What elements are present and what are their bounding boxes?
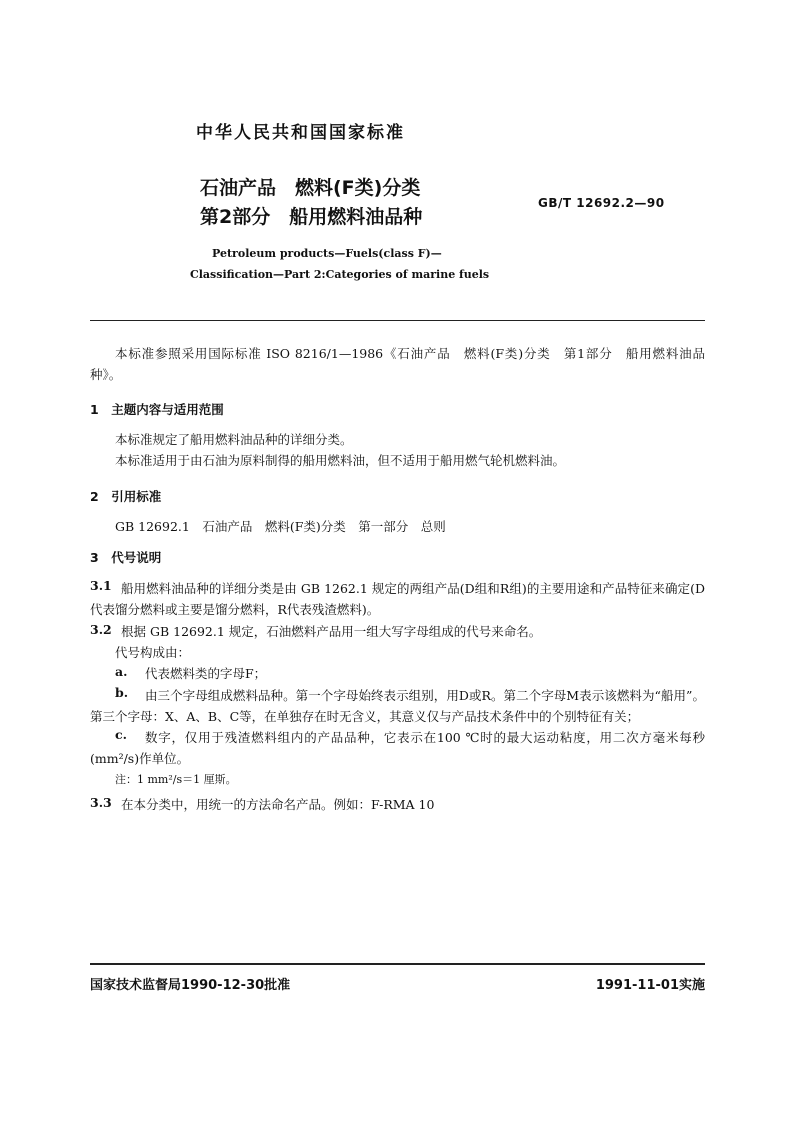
section3-heading: 3 代号说明: [90, 550, 162, 565]
english-title-line1: Petroleum products—Fuels(class F)—: [212, 247, 442, 260]
section2-heading: 2 引用标准: [90, 489, 162, 504]
clause-3-1-number: 3.1: [90, 578, 112, 593]
section1-paragraph2: 本标准适用于由石油为原料制得的船用燃料油，但不适用于船用燃气轮机燃料油。: [115, 453, 566, 468]
header-divider: [90, 320, 705, 321]
footer-divider: [90, 963, 705, 965]
clause-3-3-text: 在本分类中，用统一的方法命名产品。例如：F-RMA 10: [121, 797, 435, 812]
code-composition-intro: 代号构成由：: [115, 645, 191, 660]
item-c-label: c.: [115, 727, 127, 742]
document-title-line1: 石油产品 燃料(F类)分类: [200, 177, 421, 199]
clause-3-2-number: 3.2: [90, 622, 112, 637]
viscosity-note: 注：1 mm²/s＝1 厘斯。: [115, 773, 237, 786]
approval-date: 国家技术监督局1990-12-30批准: [90, 978, 291, 993]
clause-3-3-number: 3.3: [90, 795, 112, 810]
item-b-label: b.: [115, 685, 129, 700]
section2-reference: GB 12692.1 石油产品 燃料(F类)分类 第一部分 总则: [115, 519, 446, 534]
country-standard-title: 中华人民共和国国家标准: [196, 123, 405, 143]
effective-date: 1991-11-01实施: [595, 978, 705, 993]
clause-3-2-text: 根据 GB 12692.1 规定，石油燃料产品用一组大写字母组成的代号来命名。: [121, 624, 542, 639]
english-title-line2: Classification—Part 2:Categories of marine fuels: [190, 268, 490, 281]
section1-heading: 1 主题内容与适用范围: [90, 402, 224, 417]
item-a-text: 代表燃料类的字母F；: [145, 666, 267, 681]
section1-paragraph1: 本标准规定了船用燃料油品种的详细分类。: [115, 432, 353, 447]
item-a-label: a.: [115, 664, 128, 679]
clause-3-1-text: 船用燃料油品种的详细分类是由 GB 1262.1 规定的两组产品(D组和R组)的主要用途和产品特征来确定(D代表馏分燃料或主要是馏分燃料，R代表残渣燃料)。: [90, 581, 705, 617]
item-c-text: 数字，仅用于残渣燃料组内的产品品种，它表示在100 ℃时的最大运动粘度，用二次方毫米每秒(mm²/s)作单位。: [90, 730, 705, 766]
intro-paragraph: 本标准参照采用国际标准 ISO 8216/1—1986《石油产品 燃料(F类)分类 第1部分 船用燃料油品种》。: [90, 346, 705, 382]
item-b-text: 由三个字母组成燃料品种。第一个字母始终表示组别，用D或R。第二个字母M表示该燃料为“船用”。第三个字母：X、A、B、C等，在单独存在时无含义，其意义仅与产品技术条件中的个别特征有关；: [90, 688, 705, 724]
standard-number: GB/T 12692.2—90: [538, 196, 665, 210]
document-title-line2: 第2部分 船用燃料油品种: [200, 206, 423, 228]
